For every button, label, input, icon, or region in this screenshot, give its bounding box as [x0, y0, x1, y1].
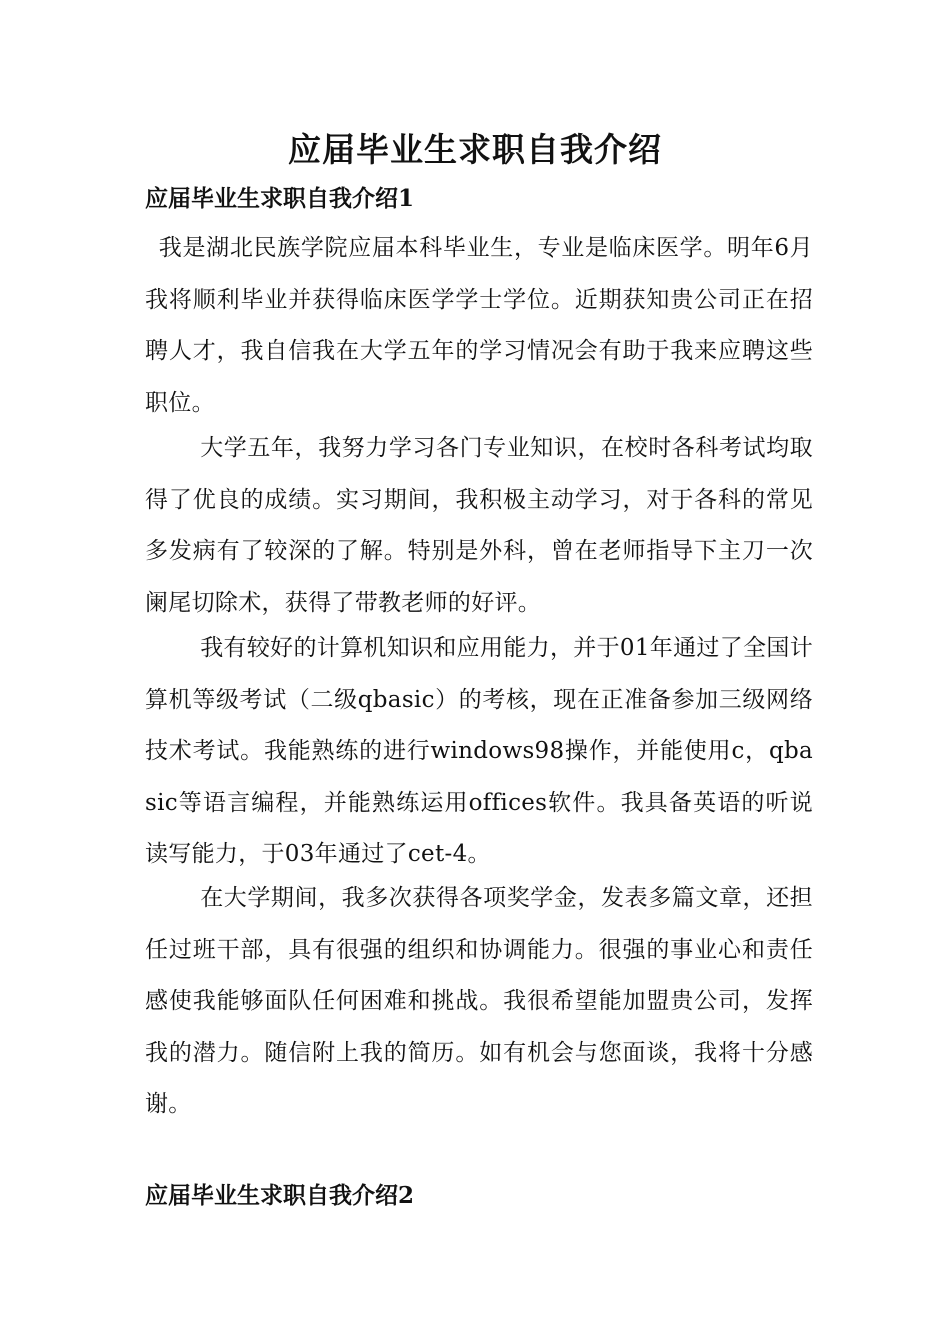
paragraph-1: 我是湖北民族学院应届本科毕业生，专业是临床医学。明年6月我将顺利毕业并获得临床医学学士学位。近期获知贵公司正在招聘人才，我自信我在大学五年的学习情况会有助于我来应聘这些职位。 [145, 235, 813, 416]
section-heading-2: 应届毕业生求职自我介绍2 [145, 1182, 415, 1209]
document-title: 应届毕业生求职自我介绍 [288, 130, 662, 169]
paragraph-4: 在大学期间，我多次获得各项奖学金，发表多篇文章，还担任过班干部，具有很强的组织和协调能力。很强的事业心和责任感使我能够面队任何困难和挑战。我很希望能加盟贵公司，发挥我的潜力。随信附上我的简历。如有机会与您面谈，我将十分感谢。 [145, 885, 813, 1117]
paragraph-3: 我有较好的计算机知识和应用能力，并于01年通过了全国计算机等级考试（二级qbasic）的考核，现在正准备参加三级网络技术考试。我能熟练的进行windows98操作，并能使用c，qbasic等语言编程，并能熟练运用offices软件。我具备英语的听说读写能力，于03年通过了cet-4。 [145, 635, 813, 867]
section-heading-1: 应届毕业生求职自我介绍1 [145, 185, 415, 212]
paragraph-2: 大学五年，我努力学习各门专业知识，在校时各科考试均取得了优良的成绩。实习期间，我积极主动学习，对于各科的常见多发病有了较深的了解。特别是外科，曾在老师指导下主刀一次阑尾切除术，获得了带教老师的好评。 [145, 435, 813, 616]
